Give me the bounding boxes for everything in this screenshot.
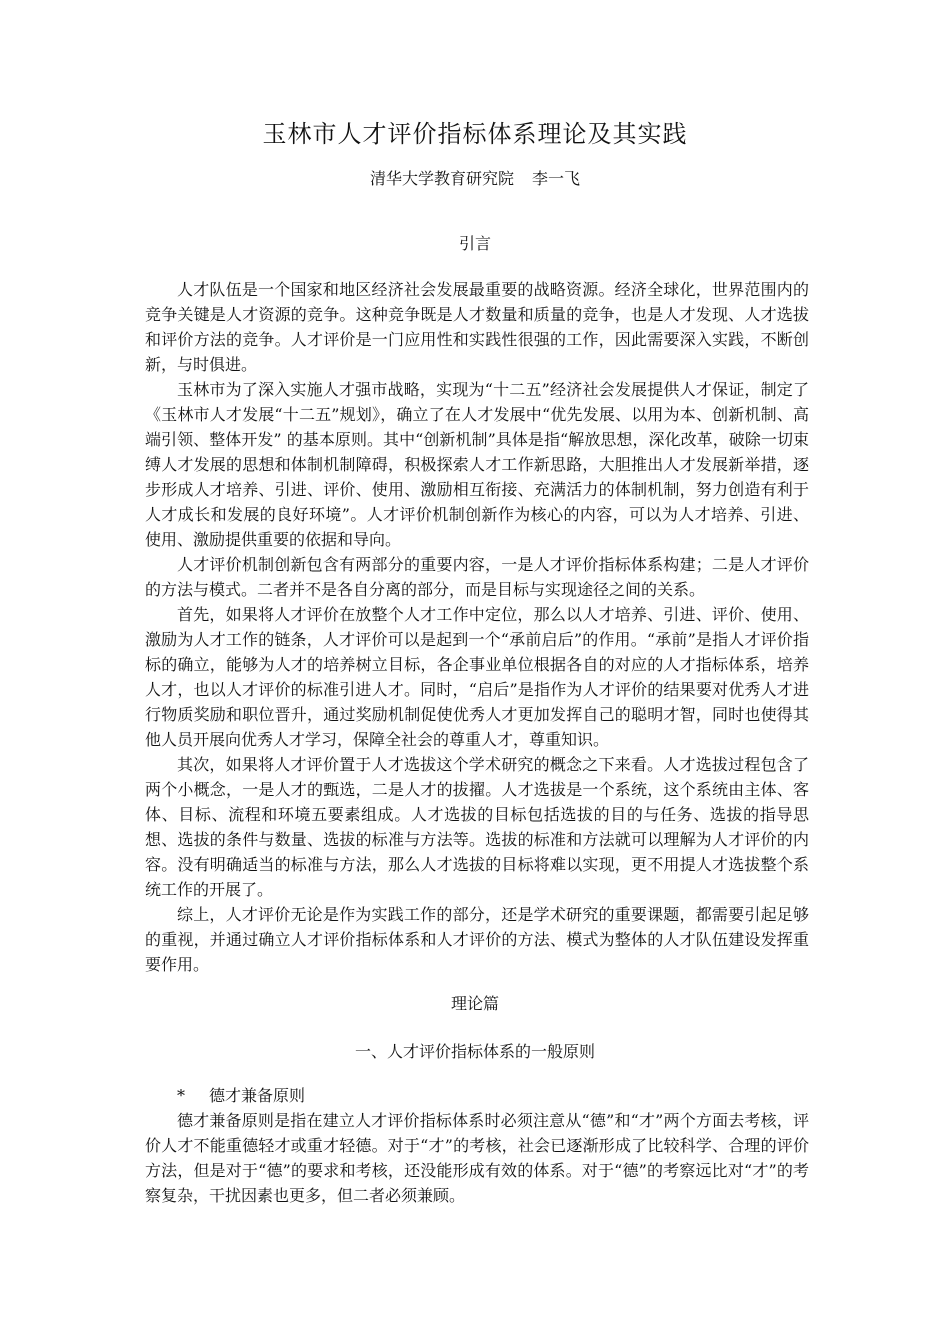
section-body <box>145 1108 809 1208</box>
intro-paragraph-5: 其次，如果将人才评价置于人才选拔这个学术研究的概念之下来看。人才选拔过程包含了两个小概念，一是人才的甄选，二是人才的拔擢。人才选拔是一个系统，这个系统由主体、客体、目标、流程和环境五要素组成。人才选拔的目标包括选拔的目的与任务、选拔的指导思想、选拔的条件与数量、选拔的标准与方法等。选拔的标准和方法就可以理解为人才评价的内容。没有明确适当的标准与方法，那么人才选拔的目标将难以实现，更不用提人才选拔整个系统工作的开展了。 <box>145 755 809 899</box>
document-title: 玉林市人才评价指标体系理论及其实践 <box>262 120 688 148</box>
author-name: 李一飞 <box>532 169 581 188</box>
intro-paragraph-2: 玉林市为了深入实施人才强市战略，实现为“十二五”经济社会发展提供人才保证，制定了《玉林市人才发展“十二五”规划》，确立了在人才发展中“优先发展、以用为本、创新机制、高端引领、整体开发” 的基本原则。其中“创新机制”具体是指“解放思想，深化改革，破除一切束缚人才发展的思想和体制机制障碍，积极探索人才工作新思路，大胆推出人才发展新举措，逐步形成人才培养、引进、评价、使用、激励相互衔接、充满活力的体制机制，努力创造有利于人才成长和发展的良好环境”。人才评价机制创新作为核心的内容，可以为人才培养、引进、使用、激励提供重要的依据和导向。 <box>145 380 809 549</box>
intro-paragraph-4: 首先，如果将人才评价在放整个人才工作中定位，那么以人才培养、引进、评价、使用、激励为人才工作的链条，人才评价可以是起到一个“承前启后”的作用。“承前”是指人才评价指标的确立，能够为人才的培养树立目标，各企事业单位根据各自的对应的人才指标体系，培养人才，也以人才评价的标准引进人才。同时，“启后”是指作为人才评价的结果要对优秀人才进行物质奖励和职位晋升，通过奖励机制促使优秀人才更加发挥自己的聪明才智，同时也使得其他人员开展向优秀人才学习，保障全社会的尊重人才，尊重知识。 <box>145 605 809 749</box>
author-line <box>0 168 950 190</box>
intro-paragraph-3: 人才评价机制创新包含有两部分的重要内容，一是人才评价指标体系构建；二是人才评价的方法与模式。二者并不是各自分离的部分，而是目标与实现途径之间的关系。 <box>145 555 809 599</box>
intro-paragraph-6: 综上，人才评价无论是作为实践工作的部分，还是学术研究的重要课题，都需要引起足够的重视，并通过确立人才评价指标体系和人才评价的方法、模式为整体的人才队伍建设发挥重要作用。 <box>145 905 809 974</box>
principle-title: 德才兼备原则 <box>209 1086 306 1105</box>
author-affiliation: 清华大学教育研究院 <box>369 169 514 188</box>
section-paragraph-1: 德才兼备原则是指在建立人才评价指标体系时必须注意从“德”和“才”两个方面去考核，评价人才不能重德轻才或重才轻德。对于“才”的考核，社会已逐渐形成了比较科学、合理的评价方法，但是对于“德”的要求和考核，还没能形成有效的体系。对于“德”的考察远比对“才”的考察复杂，干扰因素也更多，但二者必须兼顾。 <box>145 1111 809 1205</box>
principle-bullet <box>177 1083 305 1108</box>
bullet-star-marker: * <box>177 1086 185 1105</box>
theory-heading: 理论篇 <box>450 994 499 1013</box>
section-heading: 一、人才评价指标体系的一般原则 <box>354 1042 595 1061</box>
intro-body <box>145 277 809 977</box>
intro-heading: 引言 <box>458 234 491 253</box>
intro-paragraph-1: 人才队伍是一个国家和地区经济社会发展最重要的战略资源。经济全球化，世界范围内的竞争关键是人才资源的竞争。这种竞争既是人才数量和质量的竞争，也是人才发现、人才选拔和评价方法的竞争。人才评价是一门应用性和实践性很强的工作，因此需要深入实践，不断创新，与时俱进。 <box>145 280 809 374</box>
